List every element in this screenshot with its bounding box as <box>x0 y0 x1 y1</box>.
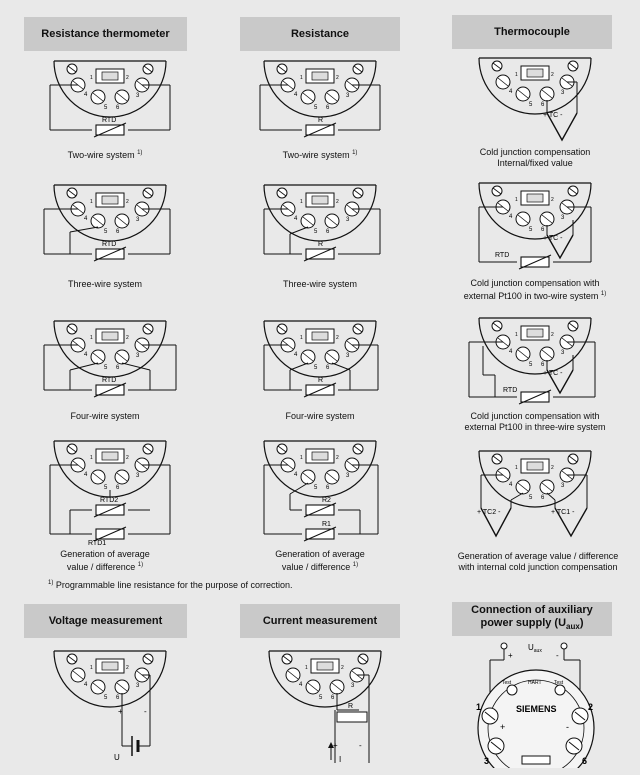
label-rtd: RTD <box>102 241 117 248</box>
header-thermocouple: Thermocouple <box>452 15 612 49</box>
label-minus: - <box>556 651 559 660</box>
header-resistance-thermometer: Resistance thermometer <box>24 17 187 51</box>
label-uaux: $U_{aux}$ <box>528 643 542 654</box>
caption-r-two-wire: Two-wire system $^{1)}$ <box>282 150 358 160</box>
header-resistance: Resistance <box>240 17 400 51</box>
label-i: I <box>339 755 342 764</box>
label-rtd: RTD <box>102 117 117 124</box>
diagram-tc-internal <box>465 55 605 145</box>
label-r: R <box>318 241 324 248</box>
label-plus: + <box>508 651 513 660</box>
label-r2: R2 <box>322 497 331 504</box>
caption-rt-average: Generation of average value / difference $^{1)}$ <box>60 549 150 572</box>
diagram-rt-two-wire <box>40 58 180 148</box>
label-n3: 3 <box>484 756 490 766</box>
caption-tc-internal: Cold junction compensation Internal/fixed value <box>479 147 591 168</box>
label-rtd: RTD <box>495 252 510 259</box>
label-r: R <box>348 703 354 710</box>
label-tc: + TC - <box>543 370 563 377</box>
diagram-tc-average <box>465 448 605 543</box>
label-r1: R1 <box>322 521 331 528</box>
label-rtd: RTD <box>102 377 117 384</box>
label-tc: + TC - <box>543 112 563 119</box>
caption-r-average: Generation of average value / difference $^{1)}$ <box>275 549 365 572</box>
label-hart: HART <box>528 680 542 686</box>
caption-tc-average: Generation of average value / difference with internal cold junction compensation <box>457 551 619 572</box>
diagram-current <box>255 648 395 768</box>
diagram-rt-average <box>40 438 180 548</box>
diagram-tc-ext-two-wire <box>465 180 605 275</box>
header-voltage: Voltage measurement <box>24 604 187 638</box>
header-aux-power: Connection of auxiliary power supply $(U_{aux})$ <box>452 602 612 636</box>
label-tc: + TC - <box>543 235 563 242</box>
label-minus: - <box>144 707 147 716</box>
label-tc1: + TC1 - <box>551 509 575 516</box>
label-r: R <box>318 117 324 124</box>
footnote: $^{1)}$ Programmable line resistance for the purpose of correction. <box>48 580 293 590</box>
diagram-r-average <box>250 438 390 548</box>
label-n2: 2 <box>588 702 594 712</box>
label-brand: SIEMENS <box>516 704 557 714</box>
caption-r-four-wire: Four-wire system <box>285 411 355 421</box>
label-rtd1: RTD1 <box>88 540 107 547</box>
label-rtd2: RTD2 <box>100 497 119 504</box>
diagram-aux-power <box>466 638 606 768</box>
caption-rt-two-wire: Two-wire system $^{1)}$ <box>67 150 143 160</box>
label-n6: 6 <box>582 756 588 766</box>
caption-r-three-wire: Three-wire system <box>282 279 357 289</box>
label-test-right: Test <box>554 680 564 686</box>
label-rtd: RTD <box>503 387 518 394</box>
caption-rt-three-wire: Three-wire system <box>67 279 142 289</box>
diagram-r-four-wire <box>250 318 390 408</box>
label-plus: + <box>118 707 123 716</box>
label-r: R <box>318 377 324 384</box>
caption-tc-ext-three-wire: Cold junction compensation with external Pt100 in three-wire system <box>464 411 606 432</box>
diagram-r-three-wire <box>250 182 390 272</box>
label-u: U <box>114 753 120 762</box>
label-plus-terminal: + <box>500 722 506 732</box>
diagram-tc-ext-three-wire <box>465 315 605 410</box>
diagram-rt-four-wire <box>40 318 180 408</box>
label-minus-terminal: - <box>566 722 569 732</box>
diagram-r-two-wire <box>250 58 390 148</box>
header-current: Current measurement <box>240 604 400 638</box>
diagram-voltage <box>40 648 180 763</box>
label-plus: + <box>333 741 338 750</box>
label-tc2: + TC2 - <box>477 509 501 516</box>
diagram-rt-three-wire <box>40 182 180 272</box>
label-minus: - <box>359 741 362 750</box>
label-test-left: Test <box>502 680 512 686</box>
caption-rt-four-wire: Four-wire system <box>70 411 140 421</box>
caption-tc-ext-two-wire: Cold junction compensation with external Pt100 in two-wire system $^{1)}$ <box>463 278 607 301</box>
label-n1: 1 <box>476 702 482 712</box>
